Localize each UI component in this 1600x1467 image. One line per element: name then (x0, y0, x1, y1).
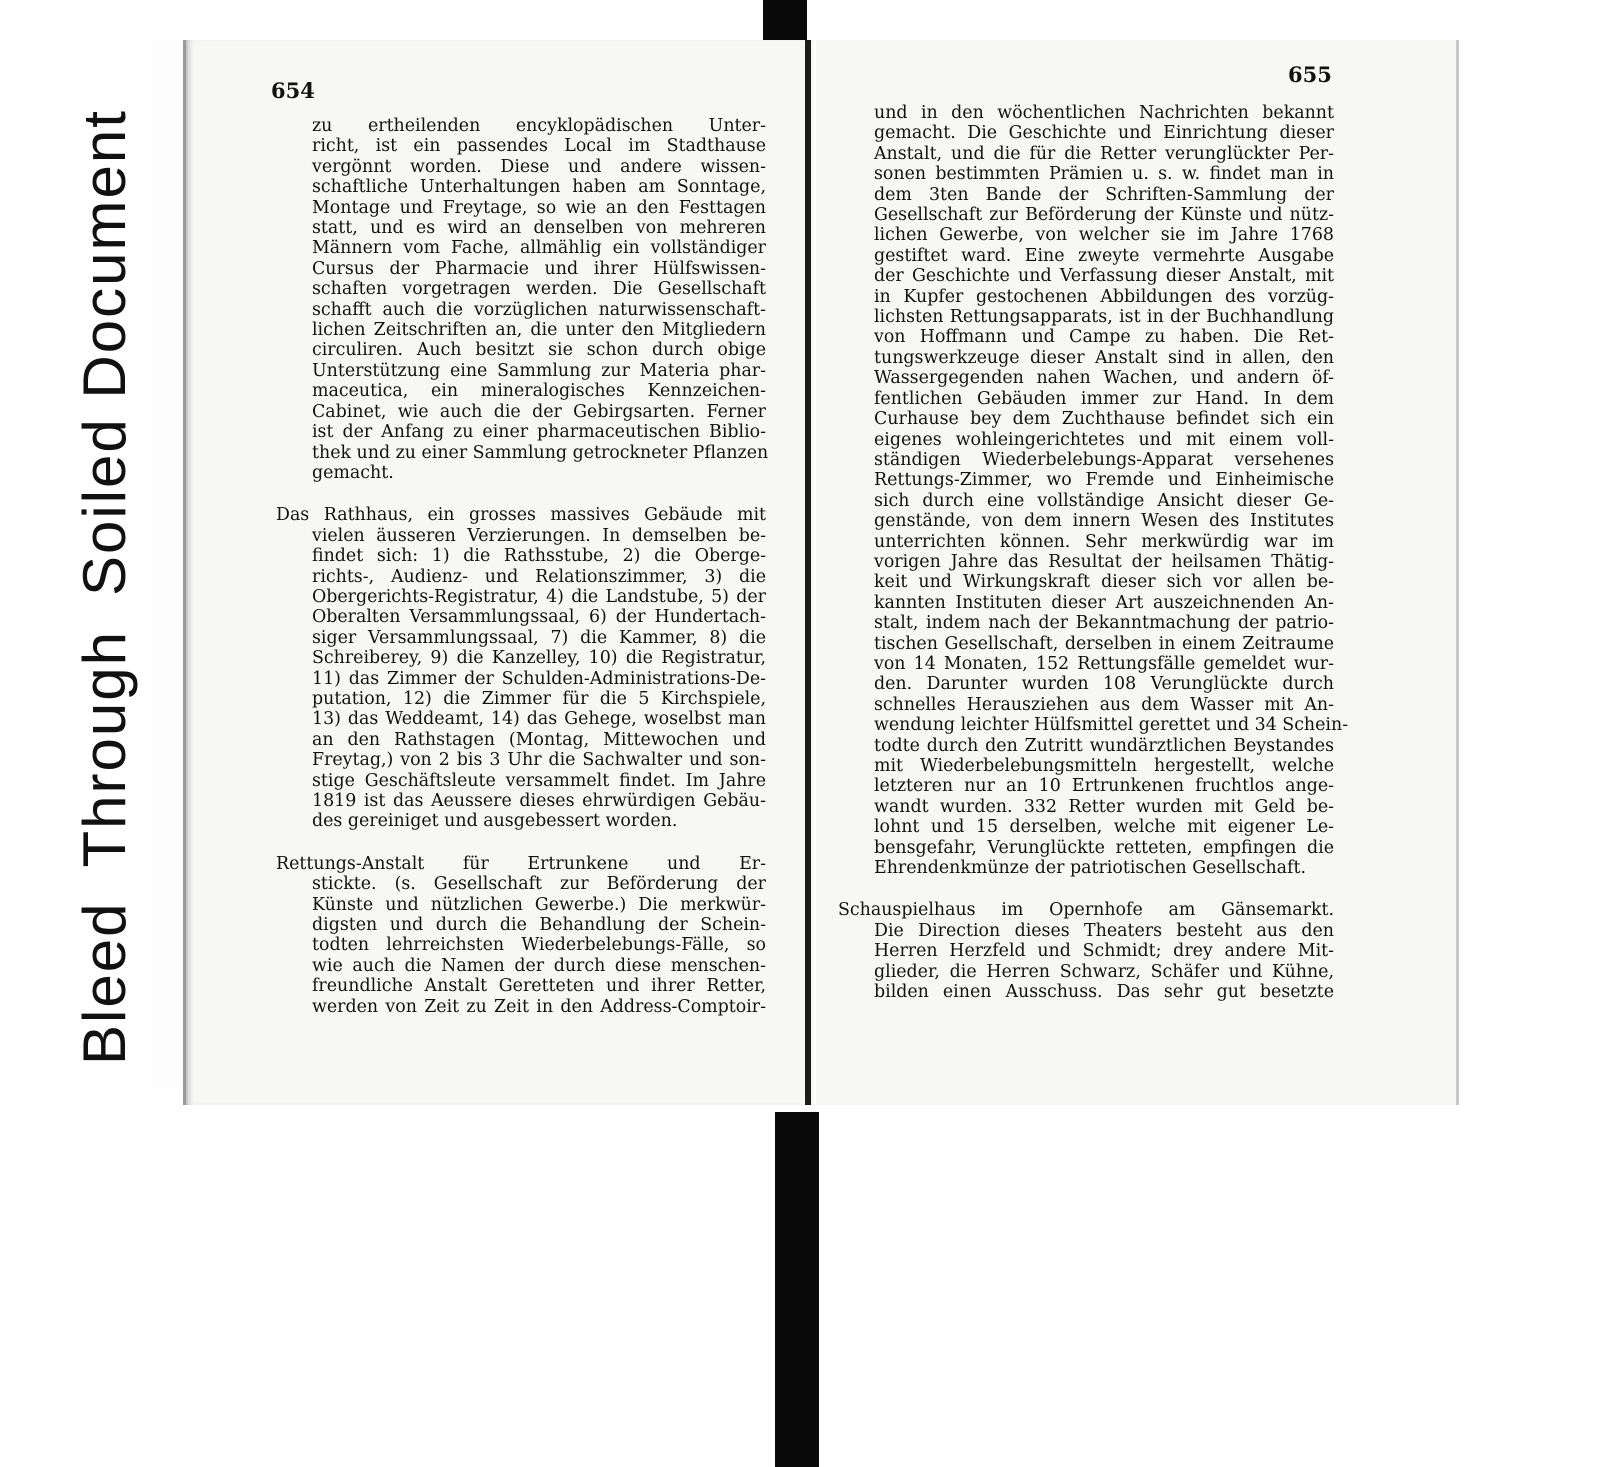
text-line: richts-, Audienz- und Relationszimmer, 3) die (312, 566, 766, 587)
text-line: schafft auch die vorzüglichen naturwissenschaft- (312, 299, 766, 320)
text-line: Montage und Freytage, so wie an den Festtagen (312, 197, 766, 218)
entry-heading-line: Das Rathhaus, ein grosses massives Gebäude mit (276, 505, 766, 526)
spine-top-bar (763, 0, 807, 40)
text-line: lichen Zeitschriften an, die unter den Mitgliedern (312, 320, 766, 341)
entry-schauspielhaus (838, 900, 1334, 1002)
text-line: von Hoffmann und Campe zu haben. Die Ret- (874, 327, 1334, 348)
text-line: von 14 Monaten, 152 Rettungsfälle gemeldet wur- (874, 653, 1334, 674)
text-line: 13) das Weddeamt, 14) das Gehege, woselbst man (312, 709, 766, 730)
text-line: genstände, von dem innern Wesen des Institutes (874, 511, 1334, 532)
text-line: zu ertheilenden encyklopädischen Unter- (312, 116, 766, 136)
text-line: keit und Wirkungskraft dieser sich vor allen be- (874, 572, 1334, 593)
text-line: und in den wöchentlichen Nachrichten bekannt (874, 103, 1334, 123)
text-line: bilden einen Ausschuss. Das sehr gut besetzte (874, 982, 1334, 1003)
text-line: vergönnt worden. Diese und andere wissen- (312, 156, 766, 177)
text-line: Freytag,) von 2 bis 3 Uhr die Sachwalter und son- (312, 750, 766, 771)
text-line: mit Wiederbelebungsmitteln hergestellt, welche (874, 756, 1334, 776)
text-line: maceutica, ein mineralogisches Kennzeichen- (312, 381, 766, 402)
text-line: statt, und es wird an denselben von mehreren (312, 218, 766, 239)
page-number-right: 655 (1288, 62, 1332, 87)
text-line: tischen Gesellschaft, derselben in einem Zeitraume (874, 633, 1334, 654)
text-line: Anstalt, und die für die Retter verunglückter Per- (874, 143, 1334, 164)
spine-bottom-bar (775, 1112, 819, 1467)
text-line: sich durch eine vollständige Ansicht dieser Ge- (874, 490, 1334, 511)
text-line: Unterstützung eine Sammlung zur Materia phar- (312, 360, 766, 381)
text-line: vorigen Jahre das Resultat der heilsamen Thätig- (874, 551, 1334, 572)
text-line: sonen bestimmten Prämien u. s. w. findet man in (874, 164, 1334, 185)
text-line: findet sich: 1) die Rathsstube, 2) die Oberge- (312, 546, 766, 567)
text-line: lohnt und 15 derselben, welche mit eigener Le- (874, 817, 1334, 838)
text-line: unterrichten können. Sehr merkwürdig war im (874, 531, 1334, 552)
text-line: schnelles Herausziehen aus dem Wasser mit An- (874, 694, 1334, 715)
text-line: Männern vom Fache, allmählig ein vollständiger (312, 238, 766, 259)
text-line: ist der Anfang zu einer pharmaceutischen Biblio- (312, 422, 766, 443)
text-line: Rettungs-Zimmer, wo Fremde und Einheimische (874, 470, 1334, 491)
text-line: gemacht. Die Geschichte und Einrichtung dieser (874, 123, 1334, 144)
paragraph-continued (838, 103, 1349, 879)
entry-rathhaus (276, 505, 766, 832)
text-line: tungswerkzeuge dieser Anstalt sind in allen, den (874, 347, 1334, 368)
text-line: Die Direction dieses Theaters besteht aus den (874, 920, 1334, 941)
text-line: eigenes wohleingerichtetes und mit einem voll- (874, 429, 1334, 450)
text-line: dem 3ten Bande der Schriften-Sammlung der (874, 184, 1334, 205)
text-line: Ehrendenkmünze der patriotischen Gesellschaft. (874, 858, 1306, 879)
text-line: Wassergegenden nahen Wachen, und andern öf- (874, 368, 1334, 389)
text-line: wie auch die Namen der durch diese menschen- (312, 955, 766, 976)
text-line: todte durch den Zutritt wundärztlichen Beystandes (874, 735, 1334, 756)
text-line: wandt wurden. 332 Retter wurden mit Geld be- (874, 796, 1334, 817)
text-line: Curhause bey dem Zuchthause befindet sich ein (874, 409, 1334, 430)
text-line: Cursus der Pharmacie und ihrer Hülfswissen- (312, 258, 766, 279)
text-line: 1819 ist das Aeussere dieses ehrwürdigen Gebäu- (312, 791, 766, 811)
entry-heading-line: Schauspielhaus im Opernhofe am Gänsemarkt. (838, 900, 1334, 921)
text-line: lichsten Rettungsapparats, ist in der Buchhandlung (874, 307, 1334, 328)
text-line: bensgefahr, Verunglückte retteten, empfingen die (874, 837, 1334, 858)
text-line: der Geschichte und Verfassung dieser Anstalt, mit (874, 266, 1334, 287)
text-line: in Kupfer gestochenen Abbildungen des vorzüg- (874, 286, 1334, 307)
text-line: 11) das Zimmer der Schulden-Administrations-De- (312, 668, 766, 689)
text-line: schaftliche Unterhaltungen haben am Sonntage, (312, 177, 766, 198)
text-line: Cabinet, wie auch die der Gebirgsarten. Ferner (312, 401, 766, 422)
label-word-bleed: Bleed (71, 901, 138, 1065)
text-line: stige Geschäftsleute versammelt findet. Im Jahre (312, 770, 766, 791)
text-line: fentlichen Gebäuden immer zur Hand. In dem (874, 388, 1334, 409)
text-line: siger Versammlungssaal, 7) die Kammer, 8) die (312, 627, 766, 648)
text-line: wendung leichter Hülfsmittel gerettet und 34 Schein- (874, 715, 1349, 736)
text-line: letzteren nur an 10 Ertrunkenen fruchtlos ange- (874, 776, 1334, 797)
text-line: den. Darunter wurden 108 Verunglückte durch (874, 674, 1334, 695)
text-line: vielen äusseren Verzierungen. In demselben be- (312, 525, 766, 546)
text-line: putation, 12) die Zimmer für die 5 Kirchspiele, (312, 688, 766, 709)
entry-heading-line: Rettungs-Anstalt für Ertrunkene und Er- (276, 853, 766, 874)
text-line: todten lehrreichsten Wiederbelebungs-Fälle, so (312, 935, 766, 956)
text-line: Herren Herzfeld und Schmidt; drey andere Mit- (874, 941, 1334, 962)
entry-rettungs-anstalt (276, 854, 766, 1017)
paragraph-intro (276, 116, 769, 483)
text-line: richt, ist ein passendes Local im Stadthause (312, 136, 766, 157)
text-line: glieder, die Herren Schwarz, Schäfer und Kühne, (874, 961, 1334, 982)
text-line: freundliche Anstalt Geretteten und ihrer Retter, (312, 976, 766, 997)
text-line: Oberalten Versammlungssaal, 6) der Hundertach- (312, 607, 766, 628)
text-line: circuliren. Auch besitzt sie schon durch obige (312, 340, 766, 361)
text-line: gemacht. (312, 462, 394, 483)
text-line: Gesellschaft zur Beförderung der Künste und nütz- (874, 205, 1334, 226)
text-line: schaften vorgetragen werden. Die Gesellschaft (312, 279, 766, 300)
right-column (838, 103, 1349, 1003)
text-line: werden von Zeit zu Zeit in den Address-Comptoir- (312, 996, 766, 1017)
text-line: digsten und durch die Behandlung der Schein- (312, 915, 766, 936)
text-line: thek und zu einer Sammlung getrockneter Pflanzen (312, 442, 769, 463)
text-line: stickte. (s. Gesellschaft zur Beförderung der (312, 874, 766, 895)
label-word-through: Through (71, 630, 138, 868)
text-line: kannten Instituten dieser Art auszeichnenden An- (874, 592, 1334, 613)
left-column (276, 116, 769, 1017)
text-line: ständigen Wiederbelebungs-Apparat versehenes (874, 449, 1334, 470)
text-line: Künste und nützlichen Gewerbe.) Die merkwür- (312, 894, 766, 915)
text-line: des gereiniget und ausgebessert worden. (312, 811, 678, 832)
text-line: Obergerichts-Registratur, 4) die Landstube, 5) der (312, 586, 766, 607)
text-line: stalt, indem nach der Bekanntmachung der patrio- (874, 613, 1334, 634)
text-line: lichen Gewerbe, von welcher sie im Jahre 1768 (874, 225, 1334, 246)
text-line: gestiftet ward. Eine zweyte vermehrte Ausgabe (874, 245, 1334, 266)
text-line: an den Rathstagen (Montag, Mittewochen und (312, 729, 766, 750)
page-number-left: 654 (271, 78, 315, 103)
scan-quality-label (70, 109, 139, 1065)
label-word-soiled: Soiled Document (71, 109, 138, 597)
text-line: Schreiberey, 9) die Kanzelley, 10) die Registratur, (312, 648, 766, 669)
spine-gutter (805, 40, 811, 1105)
